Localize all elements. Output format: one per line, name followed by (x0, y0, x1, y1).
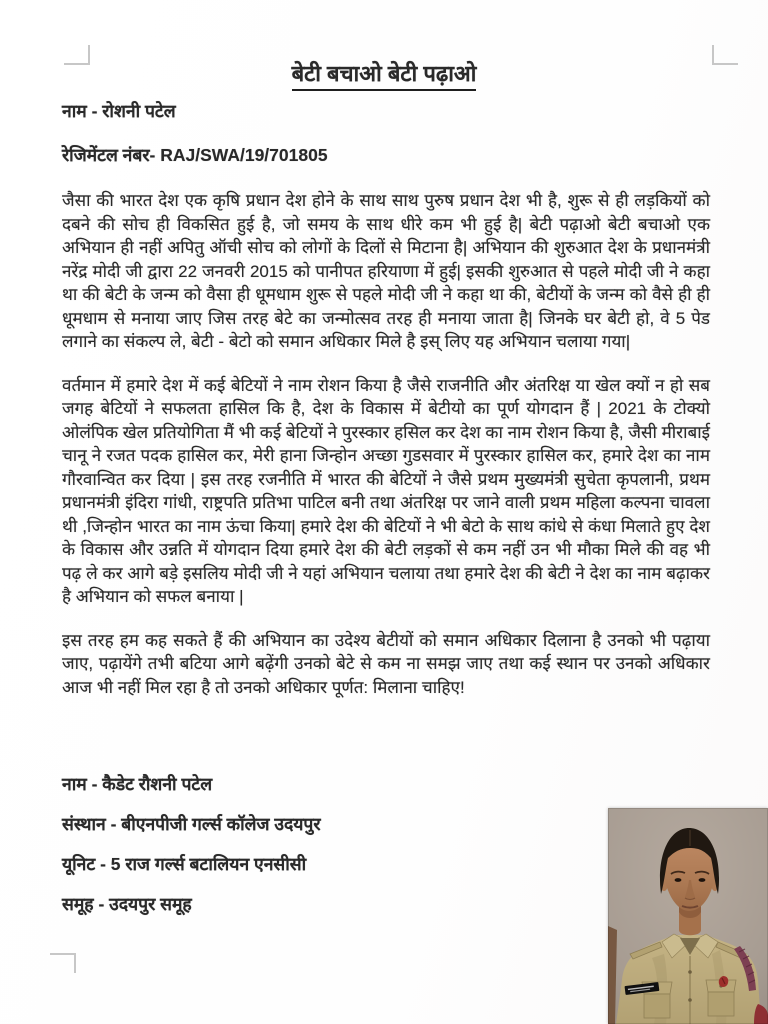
signature-group-line: समूह - उदयपुर समूह (62, 894, 192, 914)
essay-paragraph-3: इस तरह हम कह सकते हैं की अभियान का उदेश्य बेटीयों को समान अधिकार दिलाना है उनको भी पढ़ाया जाए, पढ़ायेंगे तभी बटिया आगे बढ़ेंगी उनको बेटे से कम ना समझ जाए तथा कई स्थान पर उनको अधिकार आज भी नहीं मिल रहा है तो उनको अधिकार पूर्णत: मिलाना चाहिए! (62, 630, 710, 697)
author-name-line: नाम - रोशनी पटेल (62, 101, 176, 121)
regimental-number-line: रेजिमेंटल नंबर- RAJ/SWA/19/701805 (62, 145, 328, 165)
essay-body (62, 189, 710, 719)
cadet-portrait-photo (608, 808, 768, 1024)
signature-block (62, 773, 582, 933)
pocket-left (644, 994, 670, 1018)
signature-unit-line: यूनिट - 5 राज गर्ल्स बटालियन एनसीसी (62, 854, 307, 874)
eye-right (699, 878, 706, 882)
pocket-right (708, 992, 734, 1016)
page-title-text: बेटी बचाओ बेटी पढ़ाओ (292, 58, 477, 91)
signature-name-line: नाम - कैडेट रौशनी पटेल (62, 774, 213, 794)
essay-paragraph-1: जैसा की भारत देश एक कृषि प्रधान देश होने के साथ साथ पुरुष प्रधान देश भी है, शुरू से ही लड़कियों को दबने की सोच ही विकसित हुई है, जो समय के साथ धीरे कम भी हुई है| बेटी पढ़ाओ बेटी बचाओ एक अभियान ही नहीं अपितु ऑची सोच को लोगों के दिलों से मिटाना है| अभियान की शुरुआत देश के प्रधानमंत्री नरेंद्र मोदी जी द्वारा 22 जनवरी 2015 को पानीपत हरियाणा में हुई| इसकी शुरुआत से पहले मोदी जी ने कहा था की बेटी के जन्म को वैसा ही धूमधाम शुरू से पहले मोदी जी ने कहा था की, बेटीयों के जन्म को वैसे ही ही धूमधाम से मनाया जाए जिस तरह बेटे का जन्मोत्सव तरह ही मनाया जाता है| जिनके घर बेटी हो, वे 5 पेड लगाने का संकल्प ले, बेटी - बेटो को समान अधिकार मिले है इस् लिए यह अभियान चलाया गया| (62, 191, 710, 351)
eye-left (675, 878, 682, 882)
shirt-button (688, 970, 692, 974)
cadet-photo-graphic (608, 808, 768, 1024)
shirt-button (688, 998, 692, 1002)
essay-paragraph-2: वर्तमान में हमारे देश में कई बेटियों ने नाम रोशन किया है जैसे राजनीति और अंतरिक्ष या खेल क्यों न हो सब जगह बेटियों ने सफलता हासिल कि है, देश के विकास में बेटीयो का पूर्ण योगदान हैं | 2021 के टोक्यो ओलंपिक खेल प्रतियोगिता मैं भी कई बेटियों ने पुरस्कार हसिल कर देश का नाम रोशन किया है, जैसी मीराबाई चानू ने रजत पदक हासिल कर, मेरी हाना जिन्होन अच्छा गुडसवार में पुरस्कार हासिल कर, हमारे देश का नाम गौरवान्वित कर दिया | इस तरह रजनीति में भारत की बेटियों ने जैसे प्रथम मुख्यमंत्री सुचेता कृपलानी, प्रथम प्रधानमंत्री इंदिरा गांधी, राष्ट्रपति प्रतिभा पाटिल बनी तथा अंतरिक्ष पर जाने वाली प्रथम महिला कल्पना चावला थी ,जिन्होन भारत का नाम ऊंचा किया| हमारे देश की बेटियों ने भी बेटो के साथ कांधे से कंधा मिलाते हुए देश के विकास और उन्नति में योगदान दिया हमारे देश की बेटी लड़कों से कम नहीं उन भी मौका मिले की वह भी पढ़ ले कर आगे बड़े इसलिय मोदी जी ने यहां अभियान चलाया तथा हमारे देश की बेटी ने देश का नाम बढ़ाकर है अभियान को सफल बनाया | (62, 375, 710, 606)
page-title (0, 58, 768, 91)
crop-mark-bottom-left (50, 953, 76, 973)
signature-institute-line: संस्थान - बीएनपीजी गर्ल्स कॉलेज उदयपुर (62, 814, 321, 834)
